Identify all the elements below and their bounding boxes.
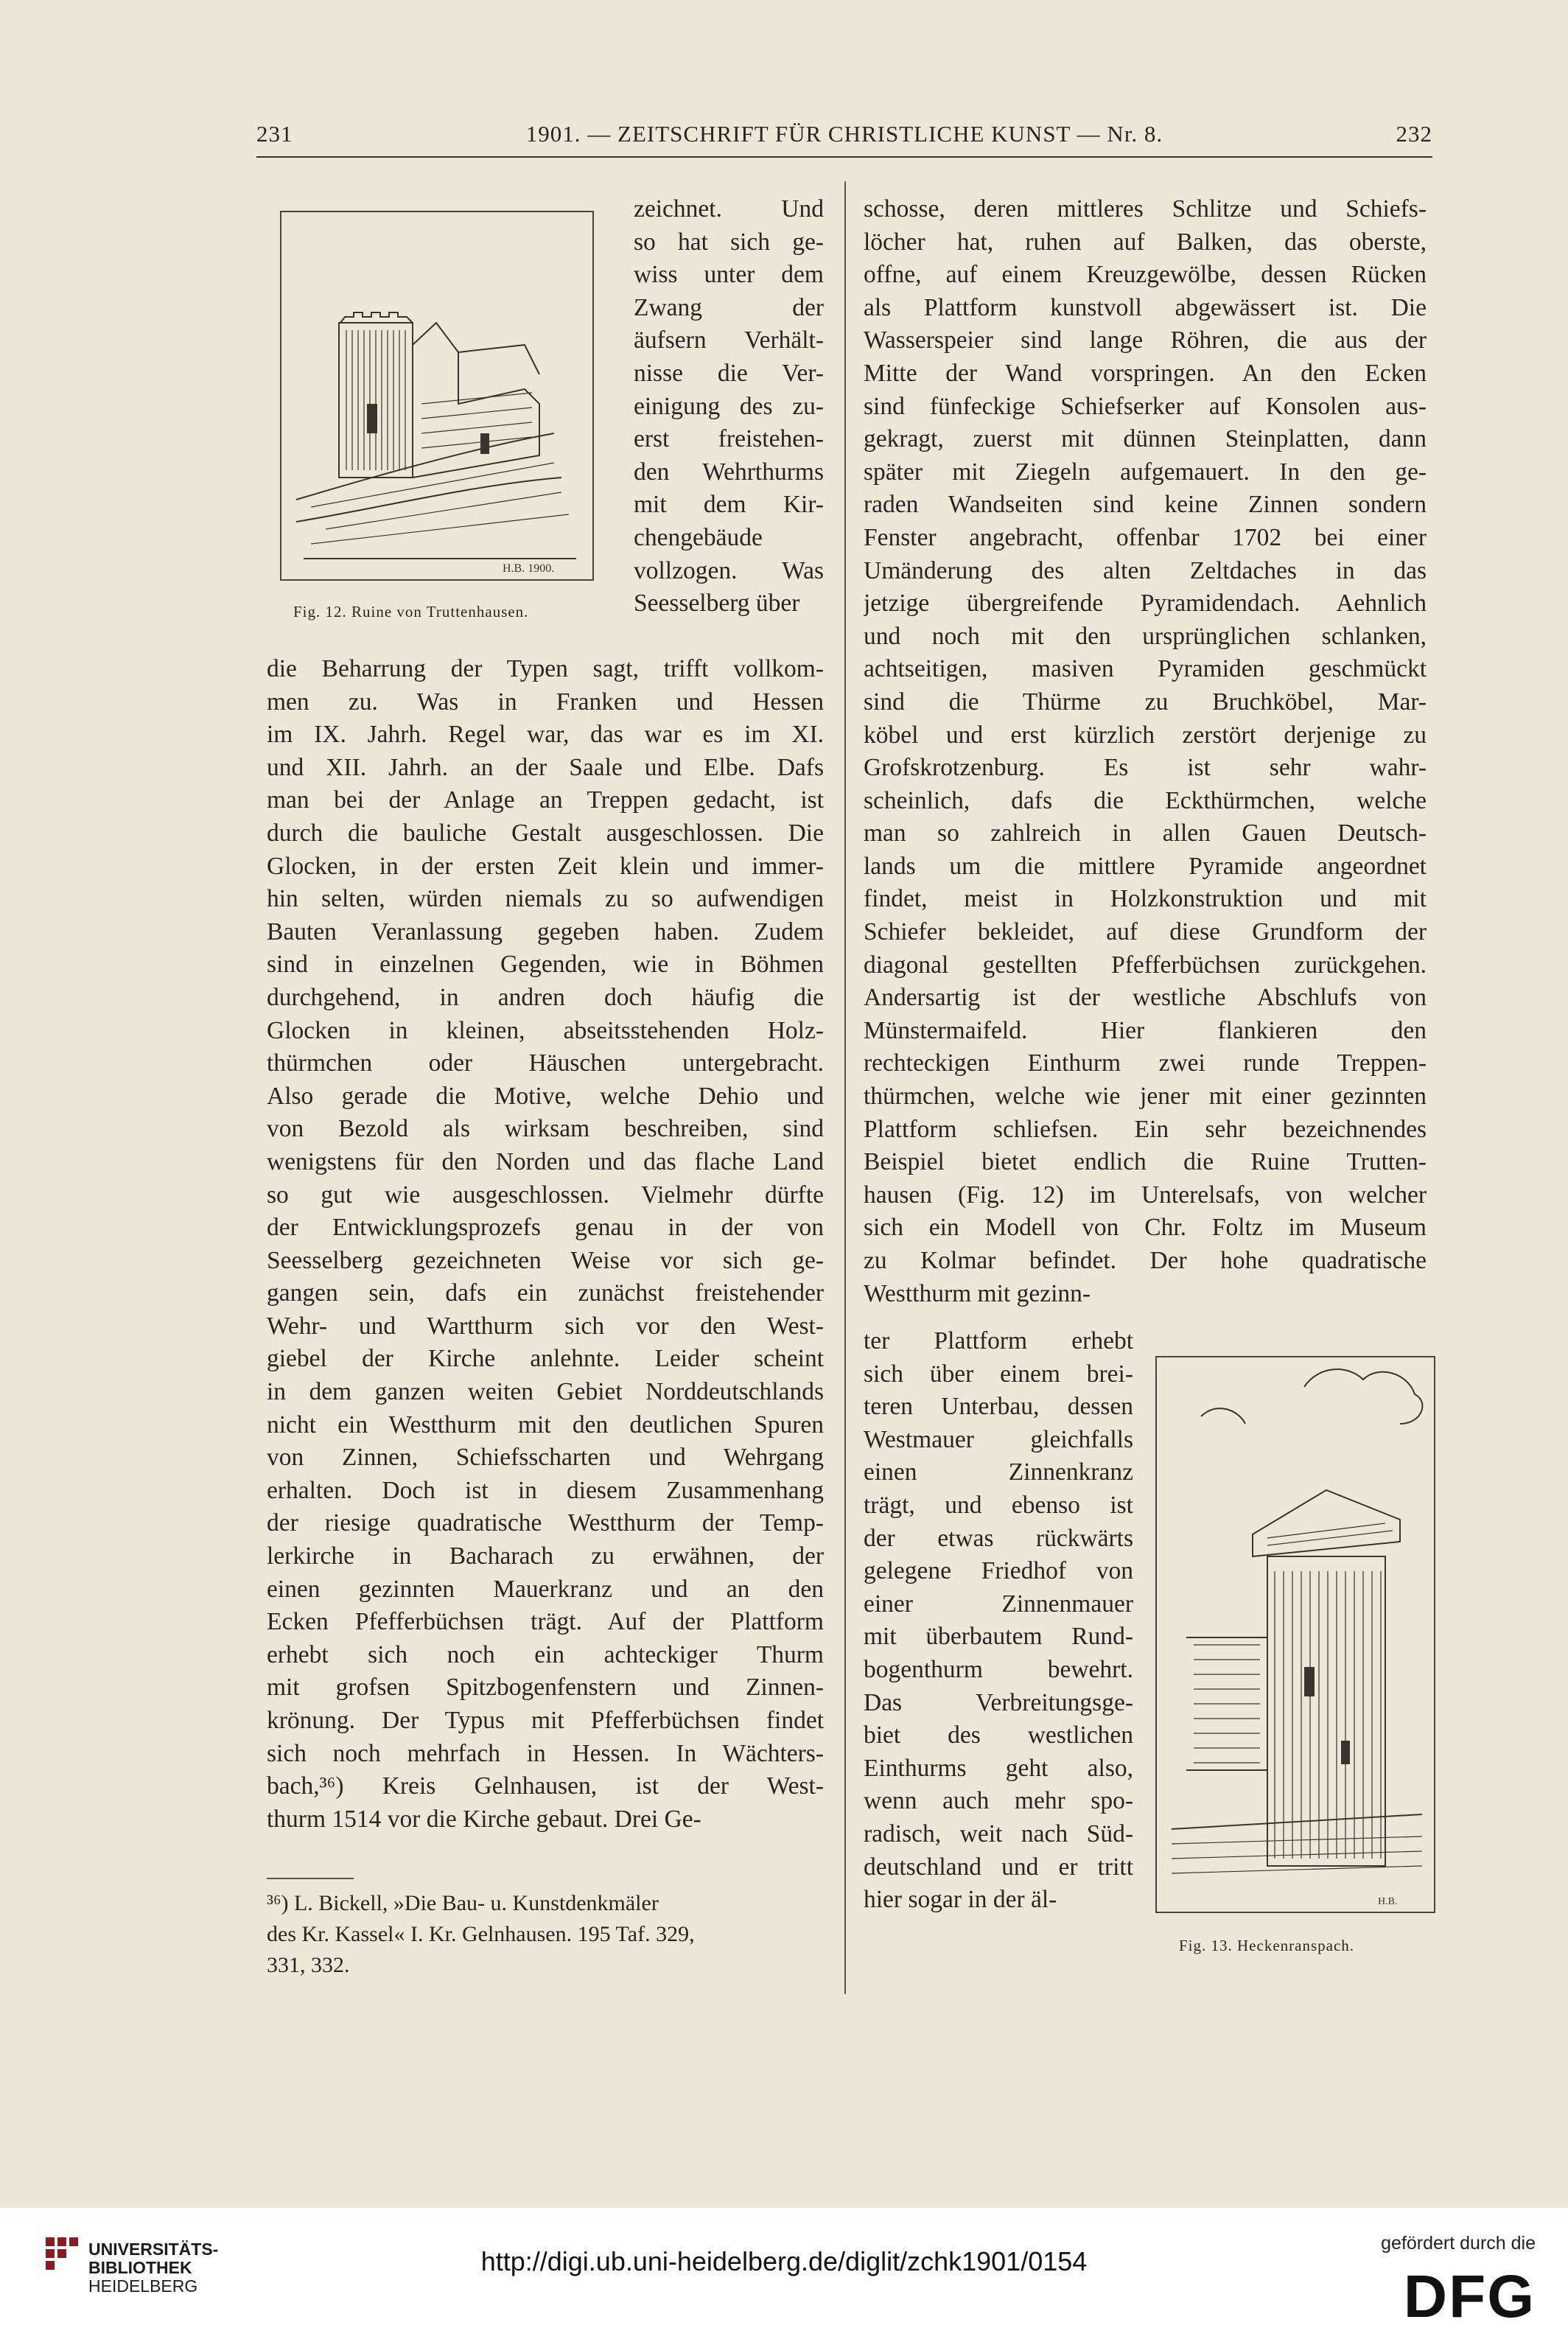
- library-name-line3: HEIDELBERG: [88, 2276, 198, 2296]
- text-line: diagonal gestellten Pfefferbüchsen zurückgehen.: [864, 951, 1427, 979]
- fig12-signature: H.B. 1900.: [503, 562, 555, 575]
- ruin-drawing: [281, 212, 592, 579]
- text-line: wenigstens für den Norden und das flache Land: [267, 1147, 824, 1175]
- text-line: mit dem Kir-: [634, 491, 824, 519]
- text-line: äufsern Verhält-: [634, 326, 824, 354]
- text-line: Seesselberg gezeichneten Weise vor sich ge-: [267, 1246, 824, 1274]
- text-line: Schiefer bekleidet, auf diese Grundform der: [864, 918, 1427, 946]
- text-line: sich über einem brei-: [864, 1360, 1133, 1388]
- figure-12-ruin-illustration: [280, 211, 594, 581]
- text-line: durchgehend, in andren doch häufig die: [267, 983, 824, 1011]
- text-line: einen Zinnenkranz: [864, 1458, 1133, 1486]
- text-line: Westthurm mit gezinn-: [864, 1279, 1091, 1307]
- text-line: der riesige quadratische Westthurm der Temp-: [267, 1509, 824, 1537]
- funding-note: gefördert durch die: [1381, 2233, 1536, 2254]
- text-line: bogenthurm bewehrt.: [864, 1655, 1133, 1683]
- header-rule: [256, 156, 1432, 158]
- text-line: rechteckigen Einthurm zwei runde Treppen-: [864, 1049, 1427, 1077]
- text-line: einer Zinnenmauer: [864, 1590, 1133, 1618]
- text-line: von Bezold als wirksam beschreiben, sind: [267, 1115, 824, 1143]
- text-line: krönung. Der Typus mit Pfefferbüchsen findet: [267, 1707, 824, 1734]
- text-line: Mitte der Wand vorspringen. An den Ecken: [864, 359, 1427, 387]
- text-line: Wehr- und Wartthurm sich vor den West-: [267, 1312, 824, 1340]
- text-line: man bei der Anlage an Treppen gedacht, ist: [267, 786, 824, 814]
- text-line: offne, auf einem Kreuzgewölbe, dessen Rücken: [864, 261, 1427, 289]
- text-line: nicht ein Westthurm mit den deutlichen Spuren: [267, 1411, 824, 1439]
- column-separator: [844, 181, 846, 1994]
- text-line: erst freistehen-: [634, 425, 824, 453]
- text-line: thürmchen, welche wie jener mit einer gezinnten: [864, 1083, 1427, 1111]
- text-line: nisse die Ver-: [634, 359, 824, 387]
- text-line: Glocken in kleinen, abseitsstehenden Holz-: [267, 1016, 824, 1044]
- text-line: Also gerade die Motive, welche Dehio und: [267, 1082, 824, 1110]
- text-line: Fenster angebracht, offenbar 1702 bei einer: [864, 523, 1427, 551]
- text-line: jetzige übergreifende Pyramidendach. Aehnlich: [864, 590, 1427, 618]
- text-line: sind fünfeckige Schiefserker auf Konsolen aus-: [864, 392, 1427, 420]
- text-line: so gut wie ausgeschlossen. Vielmehr dürfte: [267, 1181, 824, 1209]
- text-line: Münstermaifeld. Hier flankieren den: [864, 1016, 1427, 1044]
- text-line: Wasserspeier sind lange Röhren, die aus der: [864, 326, 1427, 354]
- text-line: trägt, und ebenso ist: [864, 1491, 1133, 1519]
- text-line: deutschland und er tritt: [864, 1853, 1133, 1881]
- text-line: ter Plattform erhebt: [864, 1327, 1133, 1354]
- library-name-line1: UNIVERSITÄTS-: [88, 2240, 219, 2259]
- fig13-signature: H.B.: [1378, 1896, 1398, 1907]
- figure-13-caption: Fig. 13. Heckenranspach.: [1179, 1937, 1355, 1954]
- text-line: Seesselberg über: [634, 590, 800, 618]
- text-line: einen gezinnten Mauerkranz und an den: [267, 1575, 824, 1603]
- text-line: wenn auch mehr spo-: [864, 1787, 1133, 1815]
- text-line: zu Kolmar befindet. Der hohe quadratische: [864, 1247, 1427, 1274]
- text-line: hausen (Fig. 12) im Unterelsafs, von welcher: [864, 1181, 1427, 1209]
- text-line: erhalten. Doch ist in diesem Zusammenhang: [267, 1476, 824, 1504]
- text-line: mit überbautem Rund-: [864, 1623, 1133, 1651]
- text-line: Das Verbreitungsge-: [864, 1688, 1133, 1716]
- text-line: Andersartig ist der westliche Abschlufs von: [864, 984, 1427, 1012]
- text-line: und XII. Jahrh. an der Saale und Elbe. Dafs: [267, 753, 824, 781]
- figure-12-caption: Fig. 12. Ruine von Truttenhausen.: [293, 603, 529, 621]
- figure-13-tower-illustration: [1155, 1356, 1435, 1913]
- text-line: thurm 1514 vor die Kirche gebaut. Drei Ge-: [267, 1805, 701, 1833]
- text-line: den Wehrthurms: [634, 458, 824, 486]
- text-line: von Zinnen, Schiefsscharten und Wehrgang: [267, 1444, 824, 1472]
- text-line: teren Unterbau, dessen: [864, 1393, 1133, 1421]
- footnote-line: ³⁶) L. Bickell, »Die Bau- u. Kunstdenkmäler: [267, 1891, 659, 1915]
- left-column-text: [267, 653, 824, 1836]
- text-line: lerkirche in Bacharach zu erwähnen, der: [267, 1542, 824, 1570]
- text-line: köbel und erst kürzlich zerstört derjenige zu: [864, 721, 1427, 749]
- text-line: Plattform schliefsen. Ein sehr bezeichnendes: [864, 1115, 1427, 1143]
- page-number-right: 232: [1396, 121, 1432, 147]
- text-line: durch die bauliche Gestalt ausgeschlossen. Die: [267, 819, 824, 847]
- text-line: und noch mit den ursprünglichen schlanken,: [864, 622, 1427, 650]
- text-line: später mit Ziegeln aufgemauert. In den ge-: [864, 458, 1427, 486]
- text-line: bach,³⁶) Kreis Gelnhausen, ist der West-: [267, 1772, 824, 1800]
- dfg-logo: DFG: [1403, 2263, 1536, 2330]
- text-line: biet des westlichen: [864, 1721, 1133, 1749]
- text-line: Einthurms geht also,: [864, 1754, 1133, 1782]
- text-line: thürmchen oder Häuschen untergebracht.: [267, 1049, 824, 1077]
- text-line: so hat sich ge-: [634, 228, 824, 256]
- text-line: erhebt sich noch ein achteckiger Thurm: [267, 1640, 824, 1668]
- text-line: men zu. Was in Franken und Hessen: [267, 688, 824, 716]
- text-line: giebel der Kirche anlehnte. Leider scheint: [267, 1345, 824, 1373]
- text-line: Glocken, in der ersten Zeit klein und immer-: [267, 852, 824, 880]
- text-line: gekragt, zuerst mit dünnen Steinplatten, dann: [864, 425, 1427, 453]
- right-column-narrow-text: [864, 1325, 1133, 1917]
- library-name-line2: BIBLIOTHEK: [88, 2258, 192, 2277]
- journal-title: 1901. — ZEITSCHRIFT FÜR CHRISTLICHE KUNST — Nr. 8.: [525, 121, 1163, 147]
- text-line: zeichnet. Und: [634, 195, 824, 223]
- running-header: [256, 121, 1432, 150]
- footnote-line: 331, 332.: [267, 1953, 350, 1977]
- text-line: Bauten Veranlassung gegeben haben. Zudem: [267, 917, 824, 945]
- footnote: [267, 1888, 824, 1981]
- text-line: scheinlich, dafs die Eckthürmchen, welche: [864, 786, 1427, 814]
- text-line: chengebäude: [634, 523, 763, 551]
- source-url-link[interactable]: http://digi.ub.uni-heidelberg.de/diglit/zchk1901/0154: [480, 2246, 1088, 2276]
- text-line: raden Wandseiten sind keine Zinnen sondern: [864, 491, 1427, 519]
- text-line: vollzogen. Was: [634, 556, 824, 584]
- footnote-line: des Kr. Kassel« I. Kr. Gelnhausen. 195 Taf. 329,: [267, 1922, 695, 1946]
- text-line: hier sogar in der äl-: [864, 1886, 1057, 1914]
- text-line: sich noch mehrfach in Hessen. In Wächters-: [267, 1739, 824, 1767]
- text-line: wiss unter dem: [634, 261, 824, 289]
- text-line: Westmauer gleichfalls: [864, 1425, 1133, 1453]
- text-line: findet, meist in Holzkonstruktion und mit: [864, 885, 1427, 913]
- text-line: gelegene Friedhof von: [864, 1557, 1133, 1585]
- right-column-text: [864, 193, 1427, 1310]
- text-line: einigung des zu-: [634, 392, 824, 420]
- text-line: der Entwicklungsprozefs genau in der von: [267, 1214, 824, 1242]
- text-line: in dem ganzen weiten Gebiet Norddeutschlands: [267, 1378, 824, 1406]
- text-line: sind in einzelnen Gegenden, wie in Böhmen: [267, 951, 824, 979]
- left-column-narrow-text: [634, 193, 824, 621]
- text-line: hin selten, würden niemals zu so aufwendigen: [267, 885, 824, 913]
- text-line: sich ein Modell von Chr. Foltz im Museum: [864, 1214, 1427, 1242]
- text-line: Grofskrotzenburg. Es ist sehr wahr-: [864, 754, 1427, 782]
- text-line: die Beharrung der Typen sagt, trifft vollkom-: [267, 655, 824, 682]
- text-line: gangen sein, dafs ein zunächst freistehender: [267, 1279, 824, 1307]
- footnote-rule: [267, 1878, 354, 1879]
- text-line: als Plattform kunstvoll abgewässert ist. Die: [864, 293, 1427, 321]
- text-line: löcher hat, ruhen auf Balken, das oberste,: [864, 228, 1427, 256]
- page-number-left: 231: [256, 121, 293, 147]
- text-line: radisch, weit nach Süd-: [864, 1820, 1133, 1848]
- text-line: Zwang der: [634, 293, 824, 321]
- text-line: der etwas rückwärts: [864, 1524, 1133, 1552]
- text-line: sind die Thürme zu Bruchköbel, Mar-: [864, 688, 1427, 716]
- text-line: schosse, deren mittleres Schlitze und Schiefs-: [864, 195, 1427, 223]
- text-line: im IX. Jahrh. Regel war, das war es im XI.: [267, 721, 824, 749]
- text-line: Umänderung des alten Zeltdaches in das: [864, 556, 1427, 584]
- text-line: achtseitigen, masiven Pyramiden geschmückt: [864, 655, 1427, 683]
- text-line: lands um die mittlere Pyramide angeordnet: [864, 852, 1427, 880]
- text-line: mit grofsen Spitzbogenfenstern und Zinnen-: [267, 1674, 824, 1702]
- text-line: man so zahlreich in allen Gauen Deutsch-: [864, 819, 1427, 847]
- tower-drawing: [1157, 1357, 1434, 1912]
- text-line: Beispiel bietet endlich die Ruine Trutten-: [864, 1148, 1427, 1176]
- text-line: Ecken Pfefferbüchsen trägt. Auf der Plattform: [267, 1608, 824, 1636]
